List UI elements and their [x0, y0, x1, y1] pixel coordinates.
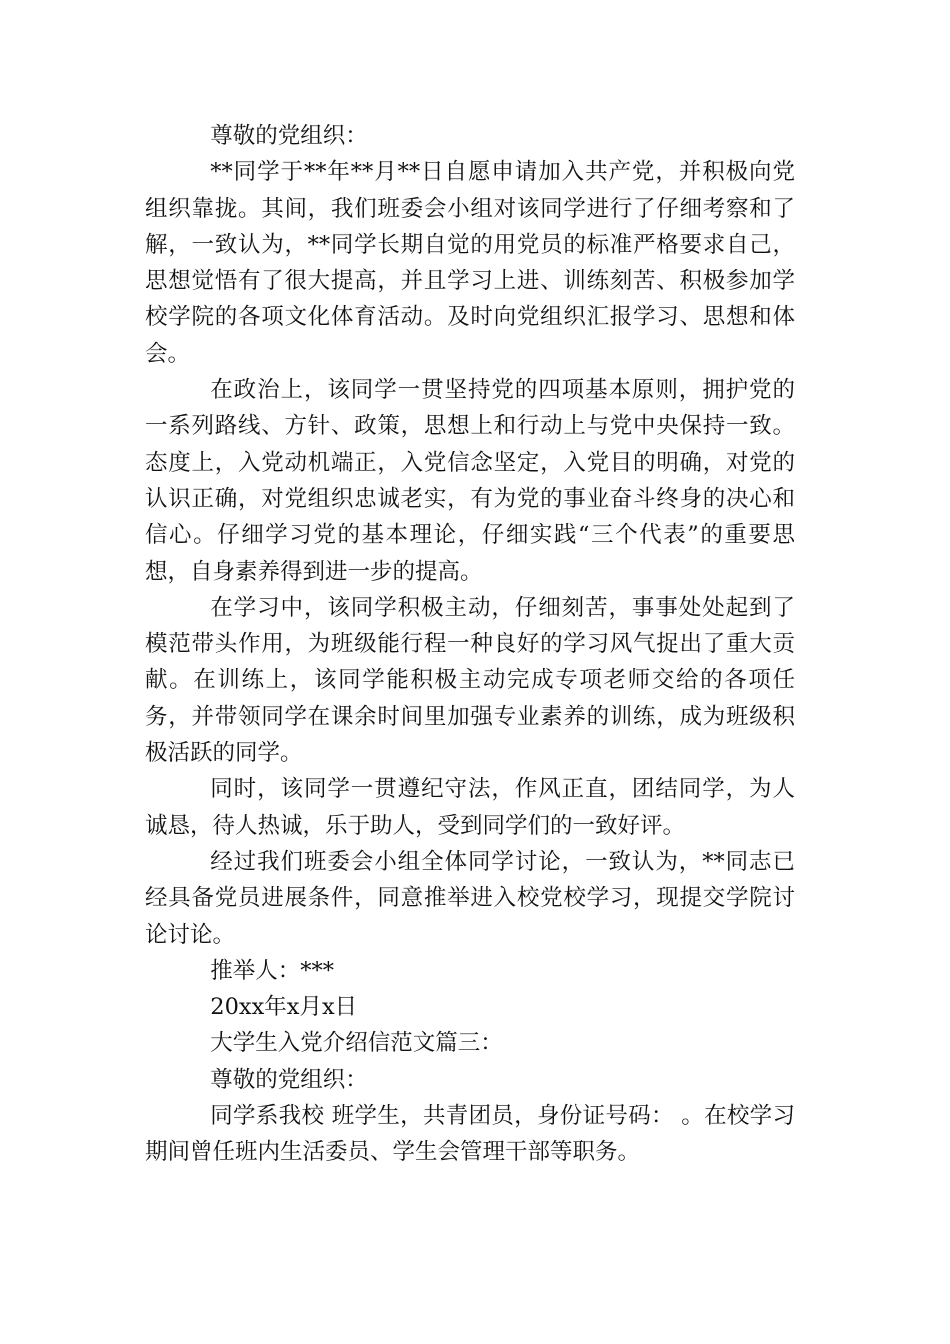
section-heading: 大学生入党介绍信范文篇三： — [210, 1030, 503, 1057]
paragraph: 在学习中，该同学积极主动，仔细刻苦，事事处处起到了模范带头作用，为班级能行程一种良好的学习风气捉出了重大贡献。在训练上，该同学能积极主动完成专项老师交给的各项任务，并带领同学在课余时间里加强专业素养的训练，成为班级积极活跃的同学。 — [145, 594, 795, 767]
salutation: 尊敬的党组织： — [210, 1066, 368, 1093]
paragraph: **同学于**年**月**日自愿申请加入共产党，并积极向党组织靠拢。其间，我们班委会小组对该同学进行了仔细考察和了解，一致认为，**同学长期自觉的用党员的标准严格要求自己，思想觉悟有了很大提高，并且学习上进、训练刻苦、积极参加学校学院的各项文化体育活动。及时向党组织汇报学习、思想和体会。 — [145, 159, 795, 367]
paragraph: 在政治上，该同学一贯坚持党的四项基本原则，拥护党的一系列路线、方针、政策，思想上和行动上与党中央保持一致。态度上，入党动机端正，入党信念坚定，入党目的明确，对党的认识正确，对党组织忠诚老实，有为党的事业奋斗终身的决心和信心。仔细学习党的基本理论，仔细实践“三个代表”的重要思想，自身素养得到进一步的提高。 — [145, 377, 795, 585]
date-line: 20xx年x月x日 — [210, 994, 358, 1021]
paragraph: 同时，该同学一贯遵纪守法，作风正直，团结同学，为人诚恳，待人热诚，乐于助人，受到同学们的一致好评。 — [145, 776, 795, 839]
document-body — [145, 118, 795, 1171]
paragraph: 同学系我校 班学生，共青团员，身份证号码： 。在校学习期间曾任班内生活委员、学生会管理干部等职务。 — [145, 1103, 795, 1166]
salutation: 尊敬的党组织： — [210, 123, 368, 149]
paragraph: 经过我们班委会小组全体同学讨论，一致认为，**同志已经具备党员进展条件，同意推举进入校党校学习，现提交学院讨论讨论。 — [145, 848, 795, 948]
recommender-line: 推举人：*** — [210, 957, 335, 984]
